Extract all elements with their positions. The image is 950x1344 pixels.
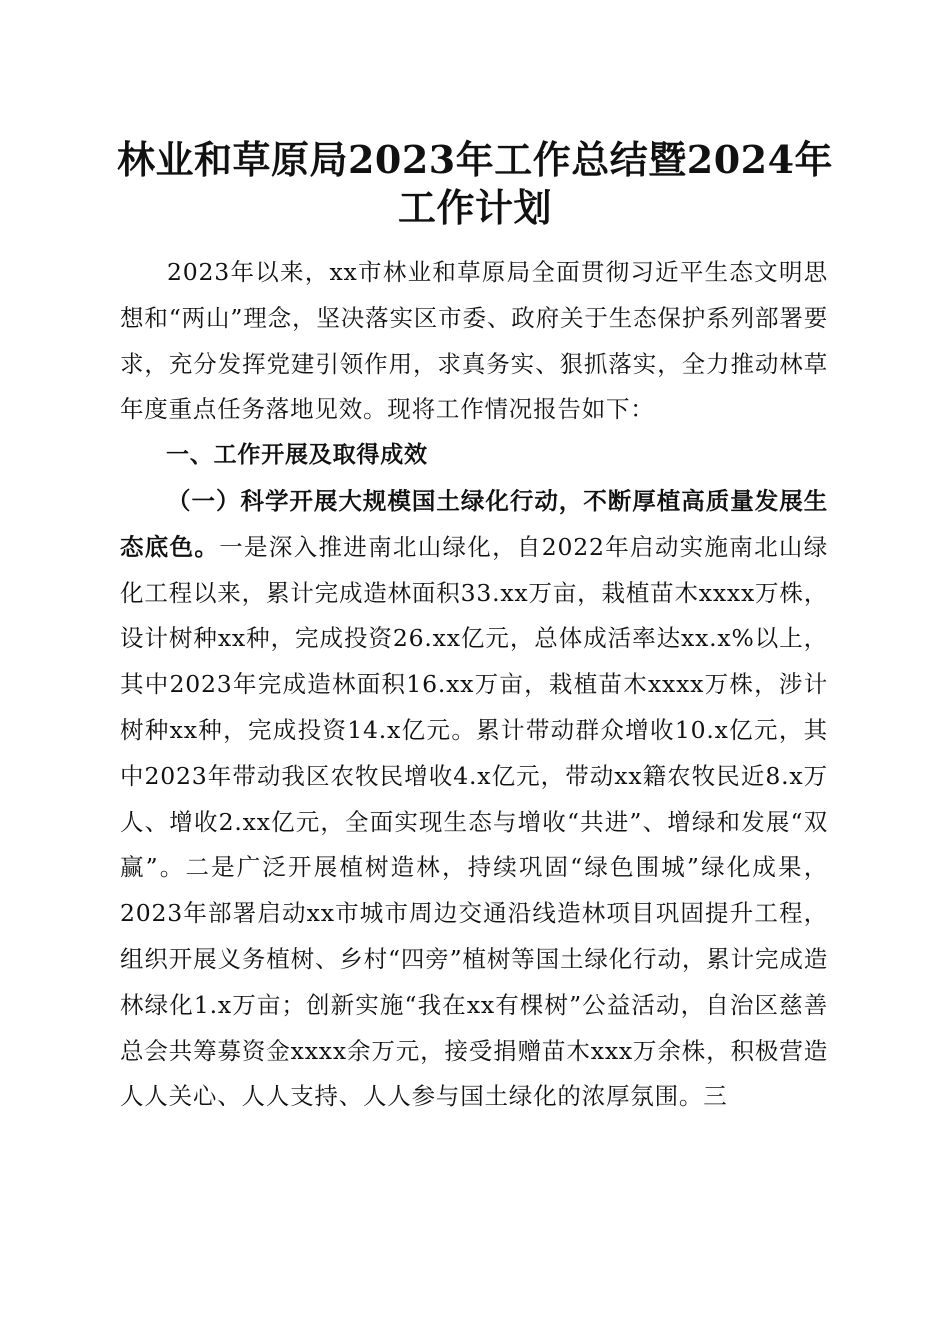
subsection-text-1: 一是深入推进南北山绿化，自2022年启动实施南北山绿化工程以来，累计完成造林面积33.xx万亩，栽植苗木xxxx万株，设计树种xx种，完成投资26.xx亿元，总体成活率达xx.x%以上，其中2023年完成造林面积16.xx万亩，栽植苗木xxxx万株，涉计树种xx种，完成投资14.x亿元。累计带动群众增收10.x亿元，其中2023年带动我区农牧民增收4.x亿元，带动xx籍农牧民近8.x万人、增收2.xx亿元，全面实现生态与增收“共进”、增绿和发展“双赢”。二是广泛开展植树造林，持续巩固“绿色围城”绿化成果，2023年部署启动xx市城市周边交通沿线造林项目巩固提升工程，组织开展义务植树、乡村“四旁”植树等国土绿化行动，累计完成造林绿化1.x万亩；创新实施“我在xx有棵树”公益活动，自治区慈善总会共筹募资金xxxx余万元，接受捐赠苗木xxx万余株，积极营造人人关心、人人支持、人人参与国土绿化的浓厚氛围。三: [120, 532, 828, 1111]
section-heading-1: 一、工作开展及取得成效: [166, 442, 428, 469]
intro-paragraph: 2023年以来，xx市林业和草原局全面贯彻习近平生态文明思想和“两山”理念，坚决落实区市委、政府关于生态保护系列部署要求，充分发挥党建引领作用，求真务实、狠抓落实，全力推动林草年度重点任务落地见效。现将工作情况报告如下：: [120, 258, 828, 424]
subsection-lead-1: （一）科学开展大规模国土绿化行动，不断厚植高质量发展生态底色。: [120, 486, 828, 561]
subsection-paragraph-1: [120, 479, 828, 1120]
document-body: [120, 250, 828, 1120]
document-title: 林业和草原局2023年工作总结暨2024年工作计划: [116, 137, 834, 230]
